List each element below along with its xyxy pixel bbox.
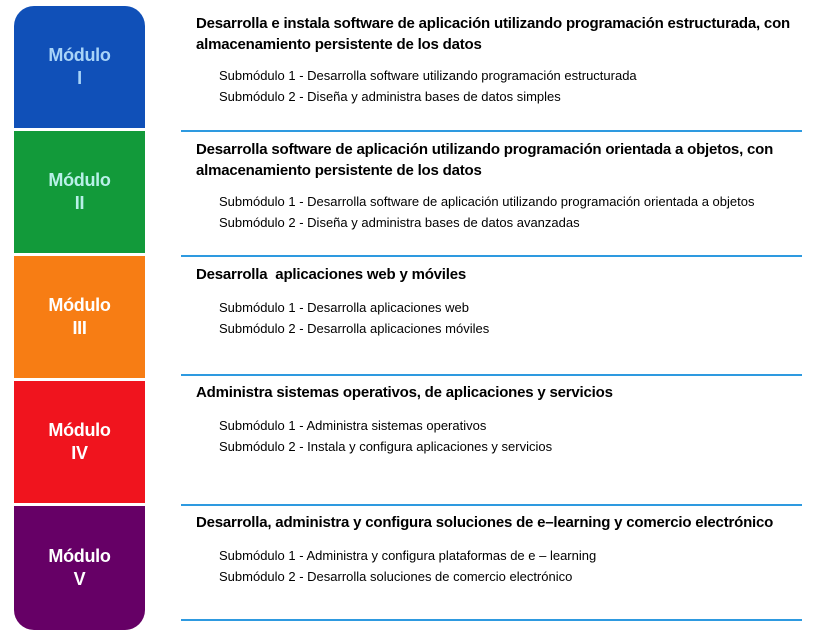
module-number: III <box>72 318 87 338</box>
submodule-item: Submódulo 2 - Instala y configura aplicaciones y servicios <box>219 439 553 454</box>
submodule-item: Submódulo 1 - Desarrolla software de aplicación utilizando programación orientada a objetos <box>219 194 755 209</box>
row-divider <box>181 255 802 257</box>
module-label: Módulo <box>48 170 111 190</box>
module-block-5 <box>14 506 145 630</box>
row-divider <box>181 619 802 621</box>
row-divider <box>181 374 802 376</box>
submodule-item: Submódulo 2 - Desarrolla aplicaciones móviles <box>219 321 490 336</box>
module-title-line: Desarrolla, administra y configura soluciones de e–learning y comercio electrónico <box>196 514 774 531</box>
submodule-item: Submódulo 2 - Diseña y administra bases de datos simples <box>219 89 561 104</box>
module-label: Módulo <box>48 546 111 566</box>
row-divider <box>181 504 802 506</box>
module-number: IV <box>71 443 88 463</box>
submodule-item: Submódulo 1 - Administra sistemas operativos <box>219 418 487 433</box>
module-number: I <box>77 68 82 88</box>
module-title-line: Desarrolla aplicaciones web y móviles <box>196 266 467 283</box>
module-title-line: Administra sistemas operativos, de aplicaciones y servicios <box>196 384 613 401</box>
module-title-line: Desarrolla e instala software de aplicación utilizando programación estructurada, con <box>196 15 791 32</box>
module-label: Módulo <box>48 420 111 440</box>
module-number: V <box>73 569 86 589</box>
module-block-3 <box>14 256 145 378</box>
submodule-item: Submódulo 2 - Desarrolla soluciones de comercio electrónico <box>219 569 573 584</box>
module-row-2 <box>196 139 796 233</box>
submodule-item: Submódulo 1 - Desarrolla aplicaciones web <box>219 300 470 315</box>
module-row-1 <box>196 13 796 107</box>
submodule-item: Submódulo 1 - Desarrolla software utilizando programación estructurada <box>219 68 637 83</box>
submodule-item: Submódulo 2 - Diseña y administra bases de datos avanzadas <box>219 215 580 230</box>
module-label: Módulo <box>48 295 111 315</box>
module-row-4 <box>196 382 796 457</box>
module-row-3 <box>196 264 796 339</box>
module-number: II <box>74 193 85 213</box>
module-block-1 <box>14 6 145 128</box>
module-block-2 <box>14 131 145 253</box>
module-column <box>14 6 145 630</box>
module-row-5 <box>196 512 796 587</box>
module-title-line: almacenamiento persistente de los datos <box>196 162 482 179</box>
row-divider <box>181 130 802 132</box>
module-title-line: Desarrolla software de aplicación utilizando programación orientada a objetos, con <box>196 141 774 158</box>
module-block-4 <box>14 381 145 503</box>
submodule-item: Submódulo 1 - Administra y configura plataformas de e – learning <box>219 548 597 563</box>
module-title-line: almacenamiento persistente de los datos <box>196 36 482 53</box>
module-label: Módulo <box>48 45 111 65</box>
